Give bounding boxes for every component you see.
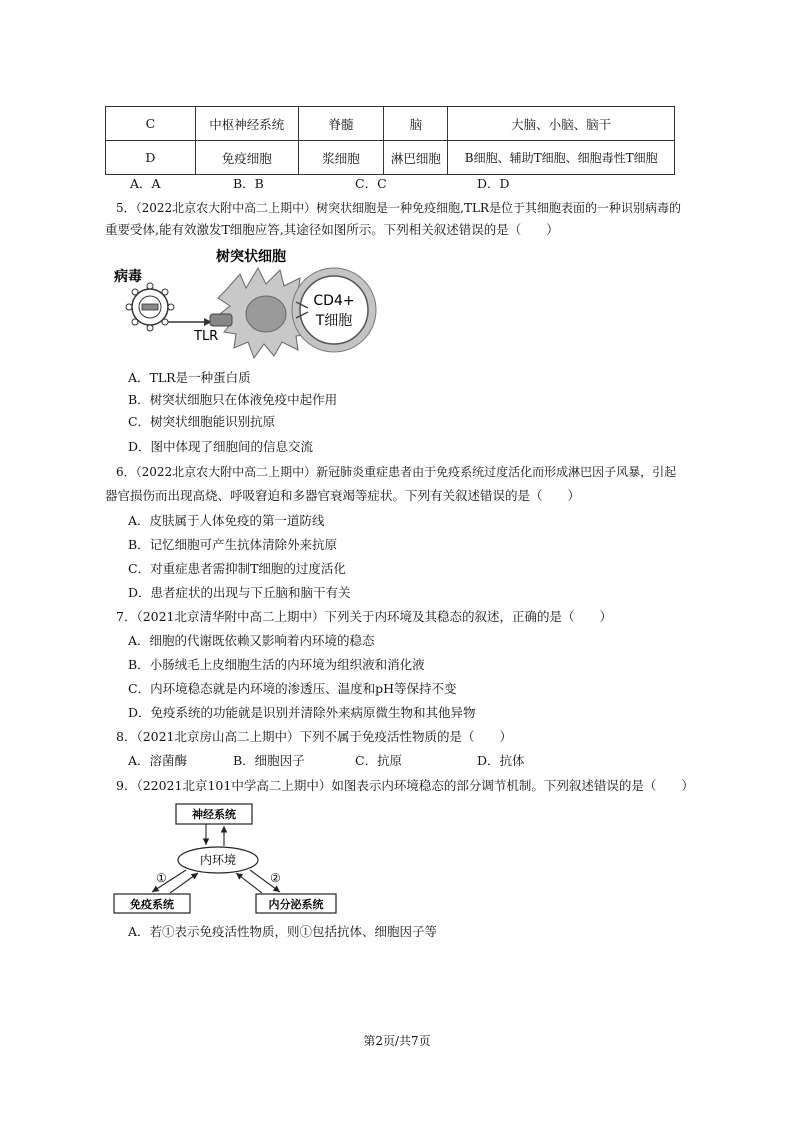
- q5-stem-line2: 重要受体,能有效激发T细胞应答,其途径如图所示。下列相关叙述错误的是（ ）: [105, 222, 559, 237]
- tlr-label: TLR: [194, 329, 219, 344]
- immune-system-label: 免疫系统: [130, 898, 174, 911]
- q4-option-d: D．D: [477, 176, 510, 191]
- page-footer: 第2页/共7页: [363, 1034, 431, 1048]
- q9-option-a: A．若①表示免疫活性物质，则①包括抗体、细胞因子等: [128, 924, 438, 939]
- arrow-icon: [170, 873, 198, 893]
- homeostasis-diagram: [110, 800, 340, 916]
- q7-option-d: D．免疫系统的功能就是识别并清除外来病原微生物和其他异物: [128, 705, 476, 720]
- nervous-system-label: 神经系统: [192, 808, 236, 821]
- table-cell: 脊髓: [298, 107, 384, 141]
- mark-1: ①: [156, 871, 167, 885]
- q6-option-d: D．患者症状的出现与下丘脑和脑干有关: [128, 585, 351, 600]
- q6-stem-line1: 6．（2022北京农大附中高二上期中）新冠肺炎重症患者由于免疫系统过度活化而形成淋巴因子风暴，引起: [116, 465, 677, 479]
- table-cell: C: [106, 107, 196, 141]
- q5-option-b: B．树突状细胞只在体液免疫中起作用: [128, 392, 338, 407]
- table-row: [106, 141, 675, 175]
- q8-option-d: D．抗体: [477, 753, 525, 768]
- answer-table: [105, 106, 675, 175]
- q6-option-c: C．对重症患者需抑制T细胞的过度活化: [128, 561, 346, 576]
- t-cell-icon: [292, 268, 376, 352]
- q4-option-b: B．B: [233, 176, 264, 191]
- q6-option-b: B．记忆细胞可产生抗体清除外来抗原: [128, 537, 338, 552]
- q8-option-a: A．溶菌酶: [128, 753, 188, 768]
- q7-stem: 7．（2021北京清华附中高二上期中）下列关于内环境及其稳态的叙述，正确的是（ ）: [116, 609, 613, 624]
- t-cell-label-2: T细胞: [315, 313, 353, 329]
- table-cell: D: [106, 141, 196, 175]
- q6-option-a: A．皮肤属于人体免疫的第一道防线: [128, 513, 325, 528]
- table-cell: 大脑、小脑、脑干: [448, 107, 675, 141]
- figure-title: 树突状细胞: [216, 249, 286, 265]
- table-row: [106, 107, 675, 141]
- q5-option-c: C．树突状细胞能识别抗原: [128, 414, 276, 429]
- dendritic-cell-figure: [108, 244, 378, 364]
- q7-option-a: A．细胞的代谢既依赖又影响着内环境的稳态: [128, 633, 375, 648]
- table-cell: 中枢神经系统: [195, 107, 298, 141]
- mark-2: ②: [270, 871, 281, 885]
- q7-option-c: C．内环境稳态就是内环境的渗透压、温度和pH等保持不变: [128, 681, 457, 696]
- q5-option-d: D．图中体现了细胞间的信息交流: [128, 439, 314, 454]
- table-cell: 淋巴细胞: [384, 141, 448, 175]
- q8-option-b: B．细胞因子: [233, 753, 305, 768]
- q5-stem-line1: 5．（2022北京农大附中高二上期中）树突状细胞是一种免疫细胞,TLR是位于其细胞表面的一种识别病毒的: [116, 201, 681, 215]
- table-cell: B细胞、辅助T细胞、细胞毒性T细胞: [448, 141, 675, 175]
- q6-stem-line2: 器官损伤而出现高烧、呼吸窘迫和多器官衰竭等症状。下列有关叙述错误的是（ ）: [105, 488, 581, 503]
- table-cell: 脑: [384, 107, 448, 141]
- q8-stem: 8．（2021北京房山高二上期中）下列不属于免疫活性物质的是（ ）: [116, 729, 513, 744]
- internal-environment-label: 内环境: [199, 853, 237, 867]
- q9-stem: 9．（22021北京101中学高二上期中）如图表示内环境稳态的部分调节机制。下列叙述错误的是（ ）: [116, 778, 694, 793]
- q4-option-a: A．A: [130, 176, 161, 191]
- table-cell: 浆细胞: [298, 141, 384, 175]
- table-cell: 免疫细胞: [195, 141, 298, 175]
- arrow-icon: [168, 318, 212, 326]
- q7-option-b: B．小肠绒毛上皮细胞生活的内环境为组织液和消化液: [128, 657, 425, 672]
- t-cell-label-1: CD4+: [313, 293, 355, 309]
- q4-option-c: C．C: [355, 176, 387, 191]
- endocrine-system-label: 内分泌系统: [268, 898, 324, 911]
- q8-option-c: C．抗原: [355, 753, 403, 768]
- q5-option-a: A．TLR是一种蛋白质: [128, 370, 251, 385]
- virus-icon: [126, 283, 174, 331]
- virus-label: 病毒: [114, 269, 142, 285]
